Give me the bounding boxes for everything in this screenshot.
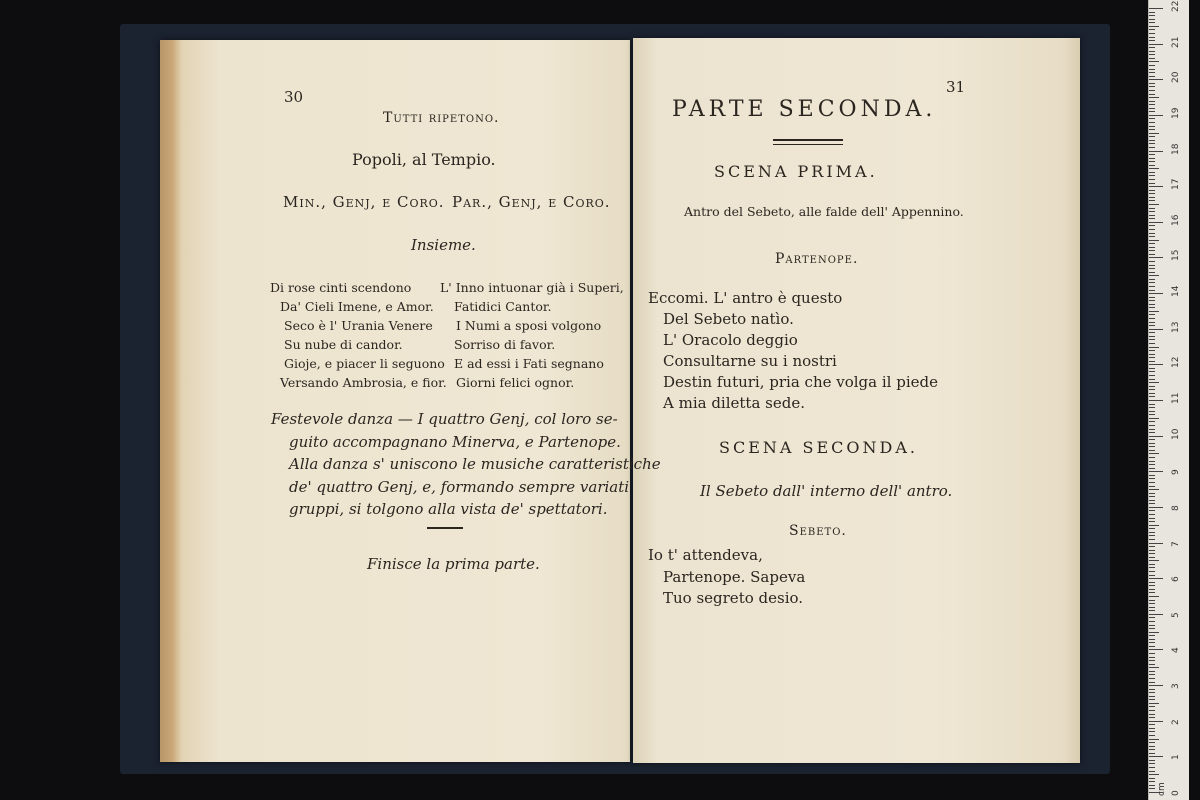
ruler-tick: [1149, 614, 1163, 615]
ruler-tick: [1149, 343, 1155, 344]
ruler-tick: [1149, 265, 1155, 266]
ruler-tick: [1149, 186, 1163, 187]
ruler-tick: [1149, 550, 1155, 551]
speech2-line: Partenope. Sapeva: [663, 567, 806, 586]
verse-left-line: Versando Ambrosia, e fior.: [280, 375, 447, 390]
ruler-tick: [1149, 97, 1159, 98]
ruler-tick: [1149, 421, 1155, 422]
ruler-tick: [1149, 767, 1155, 768]
ruler-tick: [1149, 735, 1155, 736]
ruler-tick: [1149, 500, 1155, 501]
ruler-label: 15: [1171, 250, 1181, 262]
measurement-ruler: [1148, 0, 1189, 800]
ruler-tick: [1149, 660, 1155, 661]
ruler-tick: [1149, 714, 1155, 715]
ruler-tick: [1149, 389, 1155, 390]
ruler-tick: [1149, 332, 1155, 333]
ruler-tick: [1149, 788, 1155, 789]
verse-right-line: Fatidici Cantor.: [454, 299, 552, 314]
ruler-tick: [1149, 236, 1155, 237]
speech1-line: Del Sebeto natìo.: [663, 310, 794, 328]
verse-left-line: Seco è l' Urania Venere: [284, 318, 433, 333]
ruler-tick: [1149, 347, 1159, 348]
page-number-left: 30: [284, 88, 304, 106]
ruler-tick: [1149, 193, 1155, 194]
ruler-tick: [1149, 29, 1155, 30]
ruler-tick: [1149, 496, 1155, 497]
ruler-tick: [1149, 404, 1155, 405]
ruler-tick: [1149, 368, 1155, 369]
ruler-tick: [1149, 682, 1155, 683]
ruler-tick: [1149, 436, 1163, 437]
group-right-label: Par., Genj, e Coro.: [452, 193, 611, 211]
ruler-label: 16: [1171, 214, 1181, 226]
ruler-tick: [1149, 486, 1155, 487]
ruler-tick: [1149, 304, 1155, 305]
speech1-line: L' Oracolo deggio: [663, 331, 798, 349]
ruler-tick: [1149, 354, 1155, 355]
ruler-tick: [1149, 104, 1155, 105]
ruler-tick: [1149, 94, 1155, 95]
ruler-tick: [1149, 26, 1159, 27]
ruler-label: 22: [1171, 0, 1181, 12]
ruler-tick: [1149, 642, 1155, 643]
ruler-tick: [1149, 710, 1155, 711]
ruler-tick: [1149, 126, 1155, 127]
ruler-tick: [1149, 478, 1155, 479]
ruler-tick: [1149, 639, 1155, 640]
ruler-tick: [1149, 111, 1155, 112]
ruler-tick: [1149, 778, 1155, 779]
ruler-tick: [1149, 15, 1155, 16]
ruler-tick: [1149, 282, 1155, 283]
ruler-tick: [1149, 129, 1155, 130]
ruler-tick: [1149, 600, 1155, 601]
ruler-tick: [1149, 610, 1155, 611]
verse-right-line: E ad essi i Fati segnano: [454, 356, 604, 371]
ruler-label: 18: [1171, 143, 1181, 155]
stage-dir-line: Alla danza s' uniscono le musiche caratteristiche: [289, 455, 661, 473]
ruler-tick: [1149, 621, 1155, 622]
ruler-tick: [1149, 350, 1155, 351]
ruler-tick: [1149, 54, 1155, 55]
ruler-tick: [1149, 575, 1155, 576]
ruler-tick: [1149, 79, 1163, 80]
ruler-tick: [1149, 717, 1155, 718]
ruler-tick: [1149, 653, 1155, 654]
ruler-tick: [1149, 240, 1159, 241]
insieme-label: Insieme.: [411, 236, 476, 254]
ruler-tick: [1149, 596, 1159, 597]
ruler-tick: [1149, 229, 1155, 230]
speech2-line: Io t' attendeva,: [648, 546, 763, 564]
ruler-tick: [1149, 336, 1155, 337]
verse-left-line: Gioje, e piacer li seguono: [284, 356, 445, 371]
ruler-tick: [1149, 450, 1155, 451]
ruler-tick: [1149, 521, 1155, 522]
ruler-tick: [1149, 197, 1155, 198]
ruler-tick: [1149, 386, 1155, 387]
ruler-tick: [1149, 225, 1155, 226]
title-rule-top: [773, 139, 843, 141]
ruler-tick: [1149, 582, 1155, 583]
ruler-label: 17: [1171, 178, 1181, 191]
ruler-label: 9: [1171, 469, 1181, 476]
stage-dir-line: guito accompagnano Minerva, e Partenope.: [289, 432, 621, 451]
ruler-tick: [1149, 453, 1159, 454]
ruler-tick: [1149, 268, 1155, 269]
ruler-tick: [1149, 190, 1155, 191]
verse-right-line: Sorriso di favor.: [454, 337, 556, 352]
ruler-tick: [1149, 8, 1163, 9]
ruler-tick: [1149, 678, 1155, 679]
ruler-label: 13: [1171, 321, 1181, 333]
ruler-tick: [1149, 314, 1155, 315]
ruler-tick: [1149, 297, 1155, 298]
ruler-tick: [1149, 589, 1155, 590]
ruler-tick: [1149, 756, 1163, 757]
ruler-tick: [1149, 261, 1155, 262]
ruler-tick: [1149, 118, 1155, 119]
ruler-tick: [1149, 211, 1155, 212]
ruler-tick: [1149, 168, 1159, 169]
ruler-tick: [1149, 464, 1155, 465]
ruler-tick: [1149, 728, 1155, 729]
scene-two-direction: Il Sebeto dall' interno dell' antro.: [700, 482, 953, 500]
ruler-label: 12: [1171, 356, 1181, 369]
ruler-tick: [1149, 617, 1155, 618]
ruler-tick: [1149, 692, 1155, 693]
ruler-tick: [1149, 357, 1155, 358]
ruler-tick: [1149, 560, 1159, 561]
ruler-tick: [1149, 22, 1155, 23]
ruler-tick: [1149, 393, 1155, 394]
ruler-tick: [1149, 503, 1155, 504]
ruler-tick: [1149, 322, 1155, 323]
ruler-tick: [1149, 204, 1159, 205]
ruler-tick: [1149, 514, 1155, 515]
ruler-tick: [1149, 293, 1163, 294]
ruler-tick: [1149, 19, 1155, 20]
ruler-tick: [1149, 165, 1155, 166]
ruler-tick: [1149, 543, 1163, 544]
ruler-tick: [1149, 65, 1155, 66]
ruler-tick: [1149, 101, 1155, 102]
ruler-tick: [1149, 325, 1155, 326]
ruler-tick: [1149, 535, 1155, 536]
ruler-tick: [1149, 760, 1155, 761]
ruler-tick: [1149, 507, 1163, 508]
page-number-right: 31: [946, 78, 966, 96]
ruler-tick: [1149, 147, 1155, 148]
ruler-tick: [1149, 625, 1155, 626]
ruler-tick: [1149, 329, 1163, 330]
ruler-tick: [1149, 632, 1159, 633]
left-page: [160, 40, 630, 762]
ruler-tick: [1149, 468, 1155, 469]
ruler-label: 8: [1171, 505, 1181, 511]
ruler-tick: [1149, 382, 1159, 383]
part-title: PARTE SECONDA.: [672, 97, 937, 122]
ruler-tick: [1149, 33, 1155, 34]
heading-tutti-ripetono: Tutti ripetono.: [383, 110, 500, 126]
ruler-tick: [1149, 407, 1155, 408]
ruler-tick: [1149, 275, 1159, 276]
ruler-tick: [1149, 72, 1155, 73]
ruler-tick: [1149, 151, 1163, 152]
ruler-tick: [1149, 753, 1155, 754]
ruler-tick: [1149, 307, 1155, 308]
ruler-tick: [1149, 69, 1155, 70]
ruler-tick: [1149, 774, 1159, 775]
ruler-unit: cm: [1157, 782, 1167, 796]
verse-left-line: Di rose cinti scendono: [270, 280, 412, 295]
ruler-tick: [1149, 771, 1155, 772]
ruler-tick: [1149, 592, 1155, 593]
ruler-label: 1: [1171, 754, 1181, 761]
speech1-line: Eccomi. L' antro è questo: [648, 289, 843, 307]
ruler-tick: [1149, 122, 1155, 123]
ruler-tick: [1149, 746, 1155, 747]
ruler-tick: [1149, 489, 1159, 490]
ruler-tick: [1149, 763, 1155, 764]
ruler-tick: [1149, 493, 1155, 494]
ruler-tick: [1149, 375, 1155, 376]
ruler-tick: [1149, 371, 1155, 372]
ruler-tick: [1149, 585, 1155, 586]
ruler-tick: [1149, 443, 1155, 444]
ruler-tick: [1149, 628, 1155, 629]
ruler-tick: [1149, 115, 1163, 116]
ruler-tick: [1149, 158, 1155, 159]
verse-left-line: Su nube di candor.: [284, 337, 403, 352]
ruler-tick: [1149, 557, 1155, 558]
ruler-tick: [1149, 257, 1163, 258]
stage-dir-line: Festevole danza — I quattro Genj, col loro se-: [271, 410, 618, 428]
verse-right-line: Giorni felici ognor.: [456, 375, 575, 390]
ruler-tick: [1149, 222, 1163, 223]
ruler-tick: [1149, 179, 1155, 180]
ruler-tick: [1149, 379, 1155, 380]
ruler-tick: [1149, 161, 1155, 162]
group-left-label: Min., Genj, e Coro.: [283, 193, 445, 211]
ruler-tick: [1149, 703, 1159, 704]
ruler-tick: [1149, 411, 1155, 412]
ruler-tick: [1149, 183, 1155, 184]
ruler-label: 11: [1171, 392, 1181, 404]
ruler-tick: [1149, 279, 1155, 280]
ruler-tick: [1149, 250, 1155, 251]
ruler-tick: [1149, 731, 1155, 732]
ruler-tick: [1149, 37, 1155, 38]
ruler-tick: [1149, 685, 1163, 686]
ruler-label: 0: [1171, 790, 1181, 796]
ruler-tick: [1149, 457, 1155, 458]
verse-right-line: I Numi a sposi volgono: [456, 318, 602, 333]
ruler-tick: [1149, 664, 1155, 665]
ruler-label: 6: [1171, 576, 1181, 583]
speaker-sebeto: Sebeto.: [789, 523, 847, 539]
ruler-tick: [1149, 418, 1159, 419]
ruler-tick: [1149, 143, 1155, 144]
ruler-tick: [1149, 339, 1155, 340]
ruler-tick: [1149, 482, 1155, 483]
ruler-tick: [1149, 396, 1155, 397]
ruler-tick: [1149, 578, 1163, 579]
ruler-tick: [1149, 546, 1155, 547]
ruler-tick: [1149, 400, 1163, 401]
section-rule-left: [427, 527, 463, 529]
ruler-tick: [1149, 364, 1163, 365]
scene-setting: Antro del Sebeto, alle falde dell' Appennino.: [684, 204, 964, 219]
ruler-tick: [1149, 525, 1159, 526]
ruler-tick: [1149, 40, 1155, 41]
ruler-tick: [1149, 571, 1155, 572]
line-popoli: Popoli, al Tempio.: [352, 150, 496, 169]
ruler-tick: [1149, 414, 1155, 415]
ruler-tick: [1149, 671, 1155, 672]
ruler-tick: [1149, 471, 1163, 472]
stage-dir-line: gruppi, si tolgono alla vista de' spettatori.: [289, 500, 608, 518]
ruler-tick: [1149, 518, 1155, 519]
ruler-tick: [1149, 233, 1155, 234]
ruler-tick: [1149, 649, 1163, 650]
ruler-tick: [1149, 439, 1155, 440]
finale-text: Finisce la prima parte.: [367, 555, 540, 573]
ruler-label: 3: [1171, 683, 1181, 690]
ruler-tick: [1149, 51, 1155, 52]
ruler-tick: [1149, 667, 1159, 668]
ruler-label: 20: [1171, 71, 1181, 84]
ruler-tick: [1149, 657, 1155, 658]
ruler-tick: [1149, 528, 1155, 529]
ruler-tick: [1149, 567, 1155, 568]
ruler-label: 10: [1171, 428, 1181, 440]
ruler-tick: [1149, 218, 1155, 219]
speech1-line: Consultarne su i nostri: [663, 352, 837, 370]
ruler-tick: [1149, 83, 1155, 84]
ruler-tick: [1149, 44, 1163, 45]
ruler-tick: [1149, 76, 1155, 77]
ruler-tick: [1149, 781, 1155, 782]
ruler-tick: [1149, 699, 1155, 700]
ruler-tick: [1149, 175, 1155, 176]
ruler-tick: [1149, 311, 1159, 312]
ruler-tick: [1149, 785, 1155, 786]
ruler-tick: [1149, 425, 1155, 426]
ruler-tick: [1149, 172, 1155, 173]
ruler-tick: [1149, 361, 1155, 362]
ruler-label: 21: [1171, 36, 1181, 48]
ruler-tick: [1149, 706, 1155, 707]
ruler-tick: [1149, 646, 1155, 647]
ruler-tick: [1149, 200, 1155, 201]
ruler-tick: [1149, 136, 1155, 137]
speech1-line: A mia diletta sede.: [663, 394, 805, 412]
ruler-tick: [1149, 539, 1155, 540]
ruler-tick: [1149, 208, 1155, 209]
ruler-tick: [1149, 461, 1155, 462]
ruler-tick: [1149, 286, 1155, 287]
ruler-tick: [1149, 58, 1155, 59]
ruler-tick: [1149, 674, 1155, 675]
ruler-tick: [1149, 446, 1155, 447]
ruler-tick: [1149, 724, 1155, 725]
ruler-tick: [1149, 140, 1155, 141]
scene-one-title: SCENA PRIMA.: [714, 162, 878, 181]
ruler-tick: [1149, 243, 1155, 244]
ruler-tick: [1149, 475, 1155, 476]
ruler-tick: [1149, 154, 1155, 155]
ruler-tick: [1149, 12, 1155, 13]
ruler-tick: [1149, 635, 1155, 636]
speech1-line: Destin futuri, pria che volga il piede: [663, 373, 938, 391]
stage-dir-line: de' quattro Genj, e, formando sempre variati: [289, 477, 630, 496]
verse-left-line: Da' Cieli Imene, e Amor.: [280, 299, 434, 314]
ruler-tick: [1149, 61, 1159, 62]
ruler-tick: [1149, 86, 1155, 87]
ruler-label: 7: [1171, 540, 1181, 547]
ruler-tick: [1149, 272, 1155, 273]
verse-right-line: L' Inno intuonar già i Superi,: [440, 280, 624, 295]
ruler-label: 5: [1171, 612, 1181, 618]
ruler-tick: [1149, 510, 1155, 511]
ruler-tick: [1149, 607, 1155, 608]
ruler-label: 2: [1171, 718, 1181, 725]
ruler-tick: [1149, 108, 1155, 109]
ruler-tick: [1149, 532, 1155, 533]
ruler-tick: [1149, 553, 1155, 554]
ruler-tick: [1149, 739, 1159, 740]
ruler-tick: [1149, 133, 1159, 134]
ruler-tick: [1149, 300, 1155, 301]
ruler-tick: [1149, 689, 1155, 690]
ruler-tick: [1149, 47, 1155, 48]
ruler-tick: [1149, 603, 1155, 604]
scene-two-title: SCENA SECONDA.: [719, 438, 918, 457]
ruler-tick: [1149, 432, 1155, 433]
speaker-partenope: Partenope.: [775, 251, 859, 267]
ruler-tick: [1149, 318, 1155, 319]
ruler-tick: [1149, 429, 1155, 430]
ruler-tick: [1149, 215, 1155, 216]
ruler-tick: [1149, 749, 1155, 750]
ruler-label: 4: [1171, 647, 1181, 654]
ruler-label: 14: [1171, 285, 1181, 298]
ruler-tick: [1149, 90, 1155, 91]
ruler-tick: [1149, 290, 1155, 291]
ruler-tick: [1149, 254, 1155, 255]
ruler-tick: [1149, 696, 1155, 697]
ruler-tick: [1149, 742, 1155, 743]
ruler-label: 19: [1171, 107, 1181, 119]
speech2-line: Tuo segreto desio.: [663, 589, 804, 607]
ruler-tick: [1149, 564, 1155, 565]
ruler-tick: [1149, 247, 1155, 248]
title-rule-bottom: [773, 144, 843, 145]
ruler-tick: [1149, 721, 1163, 722]
